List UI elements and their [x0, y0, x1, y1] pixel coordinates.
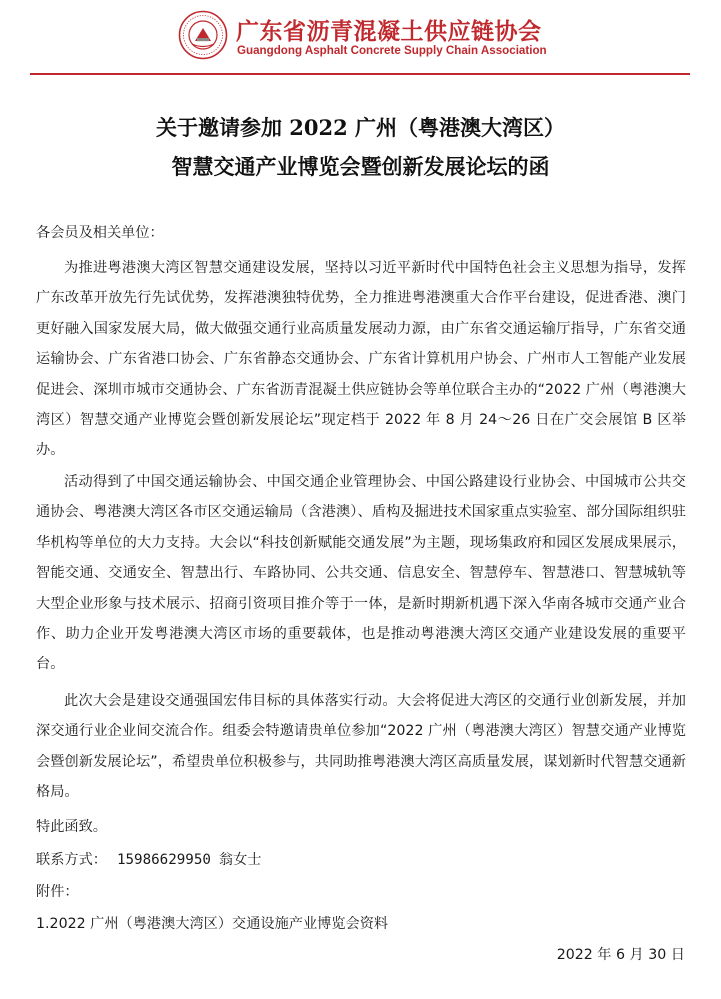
body-paragraph-1: 为推进粤港澳大湾区智慧交通建设发展，坚持以习近平新时代中国特色社会主义思想为指导，发挥广东改革开放先行先试优势，发挥港澳独特优势，全力推进粤港澳重大合作平台建设，促进香港、澳门更好融入国家发展大局，做大做强交通行业高质量发展动力源，由广东省交通运输厅指导，广东省交通运输协会、广东省港口协会、广东省静态交通协会、广东省计算机用户协会、广州市人工智能产业发展促进会、深圳市城市交通协会、广东省沥青混凝土供应链协会等单位联合主办的“2022 广州（粤港澳大湾区）智慧交通产业博览会暨创新发展论坛”现定档于 2022 年 8 月 24～26 日在广交会展馆 B 区举办。	[36, 260, 686, 459]
letterhead	[0, 0, 721, 76]
contact-phone: 15986629950	[116, 852, 211, 868]
org-name-english: Guangdong Asphalt Concrete Supply Chain Association	[237, 44, 547, 57]
attachment-item: 1.2022 广州（粤港澳大湾区）交通设施产业博览会资料	[36, 916, 389, 932]
association-seal-logo-icon	[178, 10, 228, 60]
body-paragraph-2: 活动得到了中国交通运输协会、中国交通企业管理协会、中国公路建设行业协会、中国城市公共交通协会、粤港澳大湾区各市区交通运输局（含港澳）、盾构及掘进技术国家重点实验室、部分国际组织驻华机构等单位的大力支持。大会以“科技创新赋能交通发展”为主题，现场集政府和园区发展成果展示，智能交通、交通安全、智慧出行、车路协同、公共交通、信息安全、智慧停车、智慧港口、智慧城轨等大型企业形象与技术展示、招商引资项目推介等于一体，是新时期新机遇下深入华南各城市交通产业合作、助力企业开发粤港澳大湾区市场的重要载体，也是推动粤港澳大湾区交通产业建设发展的重要平台。	[36, 474, 686, 673]
contact-name: 翁女士	[218, 852, 262, 868]
salutation: 各会员及相关单位：	[36, 225, 164, 241]
contact-line	[36, 848, 262, 873]
attachment-label: 附件：	[36, 884, 79, 900]
document-title-line-2: 智慧交通产业博览会暨创新发展论坛的函	[171, 154, 550, 179]
contact-label: 联系方式：	[36, 852, 107, 868]
org-name-chinese: 广东省沥青混凝土供应链协会	[236, 18, 542, 45]
body-paragraph-3: 此次大会是建设交通强国宏伟目标的具体落实行动。大会将促进大湾区的交通行业创新发展，并加深交通行业企业间交流合作。组委会特邀请贵单位参加“2022 广州（粤港澳大湾区）智慧交通产业博览会暨创新发展论坛”，希望贵单位积极参与，共同助推粤港澳大湾区高质量发展，谋划新时代智慧交通新格局。	[36, 693, 686, 801]
header-divider	[30, 73, 690, 75]
document-title-line-1: 关于邀请参加 2022 广州（粤港澳大湾区）	[155, 115, 566, 140]
closing-line: 特此函致。	[36, 819, 107, 835]
document-date: 2022 年 6 月 30 日	[556, 947, 685, 963]
